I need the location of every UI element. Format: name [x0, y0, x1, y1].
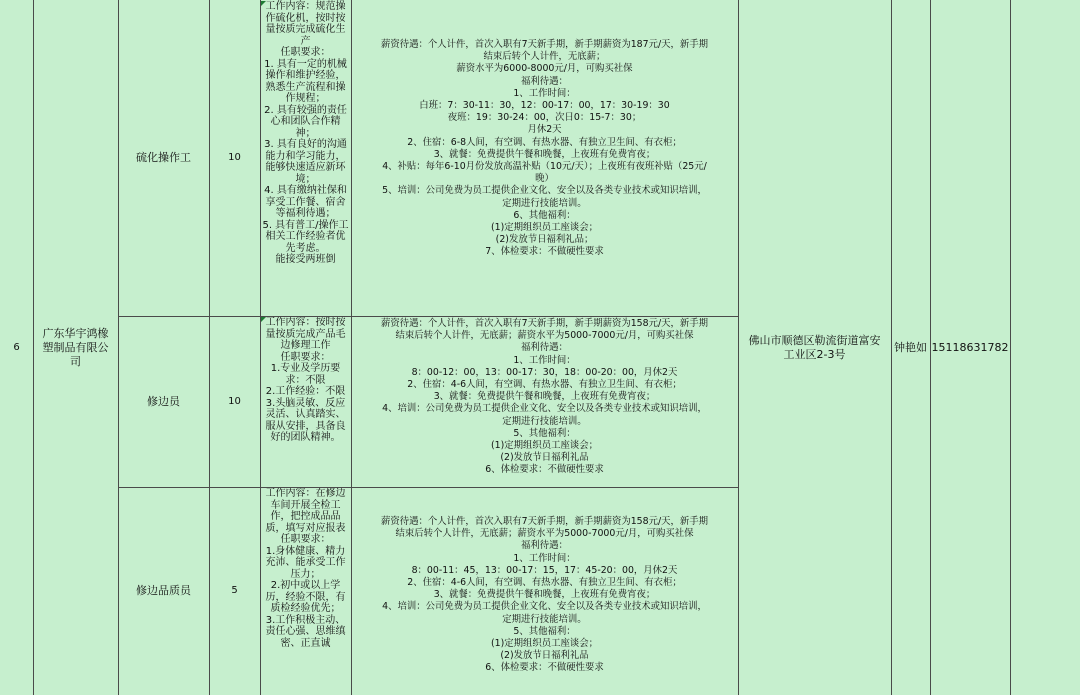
benefit-line: 2、住宿：4-6人间，有空调、有热水器、有独立卫生间、有衣柜；	[407, 577, 682, 589]
duty-line: 3. 具有良好的沟通能力和学习能力，能够快速适应新环境；	[264, 139, 347, 185]
duty-line: 工作内容：在修边车间开展全检工作，把控成品品质，填写对应报表	[265, 488, 346, 534]
benefit-line: 3、就餐：免费提供午餐和晚餐，上夜班有免费宵夜；	[433, 391, 656, 403]
benefit-line: (2)发放节日福利礼品	[500, 650, 589, 662]
benefit-line: 5、其他福利：	[513, 427, 576, 439]
benefit-line: 2、住宿：4-6人间，有空调、有热水器、有独立卫生间、有衣柜；	[407, 379, 682, 391]
contact-phone: 15118631782	[931, 340, 1009, 354]
job-count: 5	[231, 585, 238, 596]
job-count: 10	[228, 395, 241, 407]
address-cell[interactable]	[738, 0, 891, 695]
benefit-line: 7、体检要求：不做硬性要求	[485, 246, 604, 258]
benefit-line: 1、工作时间：	[513, 354, 576, 366]
grid-line	[738, 0, 739, 695]
job-benefits-cell[interactable]	[351, 487, 738, 695]
benefit-line: 3、就餐：免费提供午餐和晚餐，上夜班有免费宵夜；	[433, 589, 656, 601]
duty-line: 1.身体健康、精力充沛、能承受工作压力；	[265, 545, 346, 580]
benefit-line: 薪资待遇：个人计件，首次入职有7天新手期，新手期薪资为187元/天，新手期	[380, 39, 709, 50]
benefit-line: 4、培训：公司免费为员工提供企业文化、安全以及各类专业技术或知识培训，	[382, 403, 707, 415]
grid-line	[930, 0, 931, 695]
grid-line	[33, 0, 34, 695]
duty-line: 任职要求：	[280, 351, 331, 363]
grid-line	[1010, 0, 1011, 695]
duty-line: 任职要求：	[280, 534, 331, 545]
duty-line: 2.工作经验：不限	[265, 386, 346, 397]
benefit-line: (1)定期组织员工座谈会；	[490, 222, 599, 234]
job-benefits-cell[interactable]	[351, 316, 738, 487]
grid-line	[118, 487, 738, 488]
grid-line	[351, 0, 352, 695]
benefit-line: 6、其他福利：	[513, 209, 576, 221]
benefit-line: 4、补贴：每年6-10月份发放高温补贴（10元/天）；上夜班有夜班补贴（25元/	[382, 161, 707, 173]
job-count-cell[interactable]	[209, 487, 260, 695]
grid-line	[118, 0, 119, 695]
job-duties-cell[interactable]	[260, 0, 351, 316]
grid-line	[209, 0, 210, 695]
benefit-line: 定期进行技能培训。	[502, 613, 587, 625]
job-benefits-cell[interactable]	[351, 0, 738, 316]
job-duties-cell[interactable]	[260, 487, 351, 695]
job-title: 修边品质员	[136, 584, 191, 597]
grid-line	[260, 0, 261, 695]
benefit-line: 薪资待遇：个人计件，首次入职有7天新手期，新手期薪资为158元/天，新手期	[380, 318, 709, 329]
duty-line: 1.专业及学历要求：不限	[270, 363, 341, 386]
benefit-line: 5、其他福利：	[513, 625, 576, 637]
benefit-line: 4、培训：公司免费为员工提供企业文化、安全以及各类专业技术或知识培训，	[382, 601, 707, 613]
benefit-line: 月休2天	[527, 124, 562, 136]
company-name: 广东华宇鸿橡塑制品有限公司	[42, 326, 109, 368]
benefit-line: 结束后转个人计件，无底薪；	[483, 51, 606, 63]
benefit-line: 2、住宿：6-8人间，有空调、有热水器、有独立卫生间、有衣柜；	[407, 136, 682, 148]
empty-cell[interactable]	[1010, 0, 1080, 695]
job-title: 修边员	[147, 394, 180, 408]
benefit-line: (1)定期组织员工座谈会；	[490, 638, 599, 650]
benefit-line: (2)发放节日福利礼品；	[495, 234, 594, 246]
benefit-line: 定期进行技能培训。	[502, 197, 587, 209]
duty-line: 5. 具有普工/操作工相关工作经验者优先考虑。	[262, 219, 349, 254]
duty-line: 工作内容：按时按量按质完成产品毛边修理工作	[265, 317, 346, 351]
benefit-line: 夜班：19：30-24：00，次日0：15-7：30；	[447, 112, 642, 124]
benefit-line: 薪资待遇：个人计件，首次入职有7天新手期，新手期薪资为158元/天，新手期	[380, 516, 709, 527]
benefit-line: 定期进行技能培训。	[502, 415, 587, 427]
job-title-cell[interactable]	[118, 0, 209, 316]
benefit-line: 1、工作时间：	[513, 552, 576, 564]
duty-line: 工作内容：规范操作硫化机，按时按量按质完成硫化生产	[265, 1, 346, 47]
comment-marker-icon	[261, 1, 266, 6]
company-address: 佛山市顺德区勒流街道富安工业区2-3号	[748, 333, 881, 361]
duty-line: 任职要求：	[280, 47, 331, 58]
company-name-cell[interactable]	[33, 0, 118, 695]
contact-cell[interactable]	[891, 0, 930, 695]
job-count-cell[interactable]	[209, 316, 260, 487]
duty-line: 2.初中或以上学历，经验不限，有质检经验优先；	[265, 580, 346, 614]
benefit-line: 3、就餐：免费提供午餐和晚餐，上夜班有免费宵夜；	[433, 148, 656, 160]
benefit-line: 8：00-12：00，13：00-17：30，18：00-20：00，月休2天	[411, 366, 678, 378]
job-count: 10	[228, 152, 241, 163]
duty-line: 3.头脑灵敏、反应灵活、认真踏实、服从安排，具备良好的团队精神。	[265, 397, 346, 443]
job-count-cell[interactable]	[209, 0, 260, 316]
benefit-line: 白班：7：30-11：30，12：00-17：00，17：30-19：30	[419, 100, 670, 112]
benefit-line: 结束后转个人计件，无底薪；薪资水平为5000-7000元/月，可购买社保	[395, 528, 694, 540]
job-title-cell[interactable]	[118, 487, 209, 695]
benefit-line: 福利待遇：	[521, 342, 568, 354]
benefit-line: 5、培训：公司免费为员工提供企业文化、安全以及各类专业技术或知识培训，	[382, 185, 707, 197]
benefit-line: 结束后转个人计件，无底薪；薪资水平为5000-7000元/月，可购买社保	[395, 330, 694, 342]
benefit-line: 8：00-11：45，13：00-17：15，17：45-20：00，月休2天	[411, 564, 678, 576]
row-index-cell[interactable]	[0, 0, 33, 695]
phone-cell[interactable]	[930, 0, 1010, 695]
benefit-line: 6、体检要求：不做硬性要求	[485, 662, 604, 674]
duty-line: 3.工作积极主动、责任心强、思维缜密、正直诚	[265, 614, 346, 649]
job-title-cell[interactable]	[118, 316, 209, 487]
job-title: 硫化操作工	[136, 151, 191, 164]
grid-line	[118, 316, 738, 317]
grid-line	[891, 0, 892, 695]
benefit-line: 1、工作时间：	[513, 87, 576, 99]
benefit-line: (2)发放节日福利礼品	[500, 452, 589, 464]
benefit-line: (1)定期组织员工座谈会；	[490, 440, 599, 452]
benefit-line: 晚）	[535, 173, 554, 185]
comment-marker-icon	[261, 317, 266, 322]
benefit-line: 薪资水平为6000-8000元/月，可购买社保	[456, 63, 633, 75]
duty-line: 1. 具有一定的机械操作和维护经验，熟悉生产流程和操作规程；	[264, 58, 347, 104]
duty-line: 能接受两班倒	[275, 254, 336, 265]
job-duties-cell[interactable]	[260, 316, 351, 487]
row-index: 6	[13, 341, 20, 353]
benefit-line: 6、体检要求：不做硬性要求	[485, 464, 604, 476]
benefit-line: 福利待遇：	[521, 540, 568, 552]
contact-person: 钟艳如	[894, 340, 927, 354]
duty-line: 2. 具有较强的责任心和团队合作精神；	[264, 104, 347, 139]
duty-line: 4. 具有缴纳社保和享受工作餐、宿舍等福利待遇；	[264, 185, 347, 219]
benefit-line: 福利待遇：	[521, 75, 568, 87]
